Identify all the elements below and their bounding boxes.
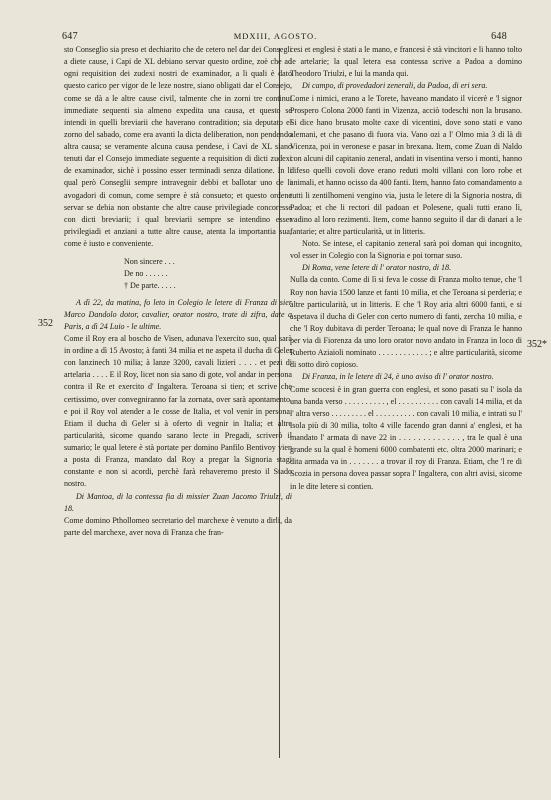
- paragraph: Come scocesi è in gran guerra con englesi, et sono pasati su l' isola da una banda verso . . . . . . . . . . , el . . . . . . . . . . con cavali 14 milia, et da l' altra verso . . . . . . . . . el . . . . . . . . . . con cavali 10 milia, e intrati su l' isola più di 30 milia, tolto 4 ville facendo gran danni a' englesi, et ha mandato l' armata di nave 22 in . . . . . . . . . . . . . , tra le qual è una grande su la qual è homeni 6000 combatenti etc. oltra 2000 marinari; e dita armada va in . . . . . . . a trovar il roy di Franza. Etiam, che 'l re di Scozia in persona dovea passar sopra l' Ingaltera, con altri avisi, sicome in le dite letere si contien.: [290, 384, 522, 491]
- vote-line: De no . . . . . .: [124, 269, 168, 279]
- vote-line: † De parte. . . . .: [124, 281, 176, 291]
- vote-tally: [124, 256, 292, 292]
- page-number-right: 648: [491, 31, 507, 42]
- entry-heading: Di Roma, vene letere di l' orator nostro, di 18.: [302, 263, 452, 273]
- paragraph: Come i nimici, erano a le Torete, haveano mandato il vicerè e 'l signor Prospero Colona 2000 fanti in Vizenza, acciò todeschi non la brusano. Si dice hano brusato molte caxe di vicentini, dove sono stati e vano alemani, et che pasano di fuora via. Vano ozi a l' Olmo mia 3 di là di Vicenza, poi in veronese e pasar in brexana. Item, come Zuan di Naldo con alcuni dil capitanio zeneral, andati in visentina verso i monti, hanno difeso quelli covoli dove erano reduti molti villani con loro robe et animali, et hanno ocisso da 400 fanti. Item, hanno fato comandamento a tutti li zentilhomeni vengino via, justa le letere di la Signoria nostra, di Padoa; et che li rectori dil padoan et Polesene, quali tutti erano lì, vadino al loro rezimenti. Item, come hanno seguito il dar di danari a le fantarie; et altre particularità, ut in litteris.: [290, 93, 522, 236]
- paragraph: Come il Roy era al boscho de Visen, adunava l'exercito suo, qual sarà in ordine a dì 15 Avosto; à fanti 34 milia et ne aspeta il ducha di Geler con lanzinech 10 milia; à lanze 3200, cavali lizieri . . . . et pezi di artelaria . . . . E il Roy, licet non sia sano di gote, vol andar in persona contra il Re et exercito d' Ingaltera. Teroana si tien; et scrive che certissimo, over convegniranno far la zornata, over sarà apontamento, e poi il Roy vol atender a le cosse de Italia, et vol venir in persona. Etiam il ducha di Geler si à oferto di vegnir in Italia; et altre particularità, sicome quando sarano lecte in Pregadi, scriverò il sumario; le qual letere è stà portate per domino Panfilo Bentivoy vien a posta di Franza, mandato dal Roy a pregar la Signoria stagi constante e non si acordi, perchè farà rehaveremo presto il Stado nostro.: [64, 333, 292, 489]
- paragraph: sto Conseglio sia preso et dechiarito che de cetero nel dar dei Consegli a diete cause, i Capi de XL debiano servar questo ordine, zoè che ad ogni requisition dei zudexi nostri de examinador, a li quali è dato questo carico per vigor de le leze nostre, siano obligati dar el Consejo, come se dà a le altre cause civil, talmente che in zorni tre continui immediate sequenti sia almeno expedita una causa, et questo se intendi in quelli breviarii che haverano contradition; sia deputato el zorno del sabado, come era avanti la dicta deliberation, non pendendo altra causa; se veramente alcuna causa pendese, i Cavi de XL siano tenuti dar el Consejo immediate seguente a requisition di dicti zudexi de examinador, sichè i possino esser terminadi senza dilatione. In li qual però Conseglii sempre intravegnir debbi et ballotar uno de li avogadori di comun, come sempre è stà consueto; et questo ordene servar se debia non obstante che altre cause privilegiade concoresse con dicti breviarii; i qual breviarii sempre se intendino esser privilegiadi et anziani a tutte altre cause, atenta la importantia sua, come è iusto e conveniente.: [64, 45, 292, 248]
- right-column: [290, 44, 522, 493]
- margin-number-left: 352: [38, 318, 53, 329]
- entry-heading: A dì 22, da matina, fo leto in Colegio le letere di Franza di sier Marco Dandolo dotor, cavalier, orator nostro, trate di zifra, date a Paris, a dì 24 Luio - le ultime.: [64, 297, 292, 331]
- entry-heading: Di Mantoa, di la contessa fia di missier Zuan Jacomo Triulzi, di 18.: [64, 491, 292, 513]
- left-column: [64, 44, 292, 539]
- vote-line: Non sincere . . .: [124, 257, 175, 267]
- paragraph: Nulla da conto. Come di lì si feva le cosse di Franza molto tenue, che 'l Roy non havia 1500 lanze et fanti 10 milia, et che Teroana si perderia; e altre particularità, ut in litteris. E che 'l Roy aria altri 6000 fanti, e si aspetava il ducha di Geler con certo numero di fanti, zercha 10 milia, e che 'l Roy dubitava di perder Teroana; le qual nove di Franza le hanno per via di Fiorenza da uno loro orator novo andato in Franza in loco di Ruberto Aziaioli nominato . . . . . . . . . . . . ; e altre particularità, sicome di sotto dirò copioso.: [290, 275, 522, 370]
- running-title: MDXIII, AGOSTO.: [233, 31, 318, 41]
- margin-number-right: 352*: [527, 339, 547, 350]
- paragraph: Noto. Se intese, el capitanio zeneral sarà poi doman qui incognito, vol esser in Colegio con la Signoria e poi tornar suso.: [290, 239, 522, 261]
- paragraph: Come domino Pthollomeo secretario del marchexe è venuto a dirli, da parte del marchexe, aver nova di Franza che fran-: [64, 515, 292, 537]
- entry-heading: Di Franza, in le letere di 24, è uno aviso di l' orator nostro.: [302, 372, 494, 382]
- page-number-left: 647: [62, 31, 78, 42]
- paragraph: cesi et englesi è stati a le mano, e francesi è stà vincitori e li hanno tolto le artelarie; la qual letera esa contessa scrive a Padoa a domino Theodoro Triulzi, e lui la manda qui.: [290, 45, 522, 79]
- entry-heading: Di campo, di provedadori zenerali, da Padoa, di eri sera.: [302, 81, 488, 91]
